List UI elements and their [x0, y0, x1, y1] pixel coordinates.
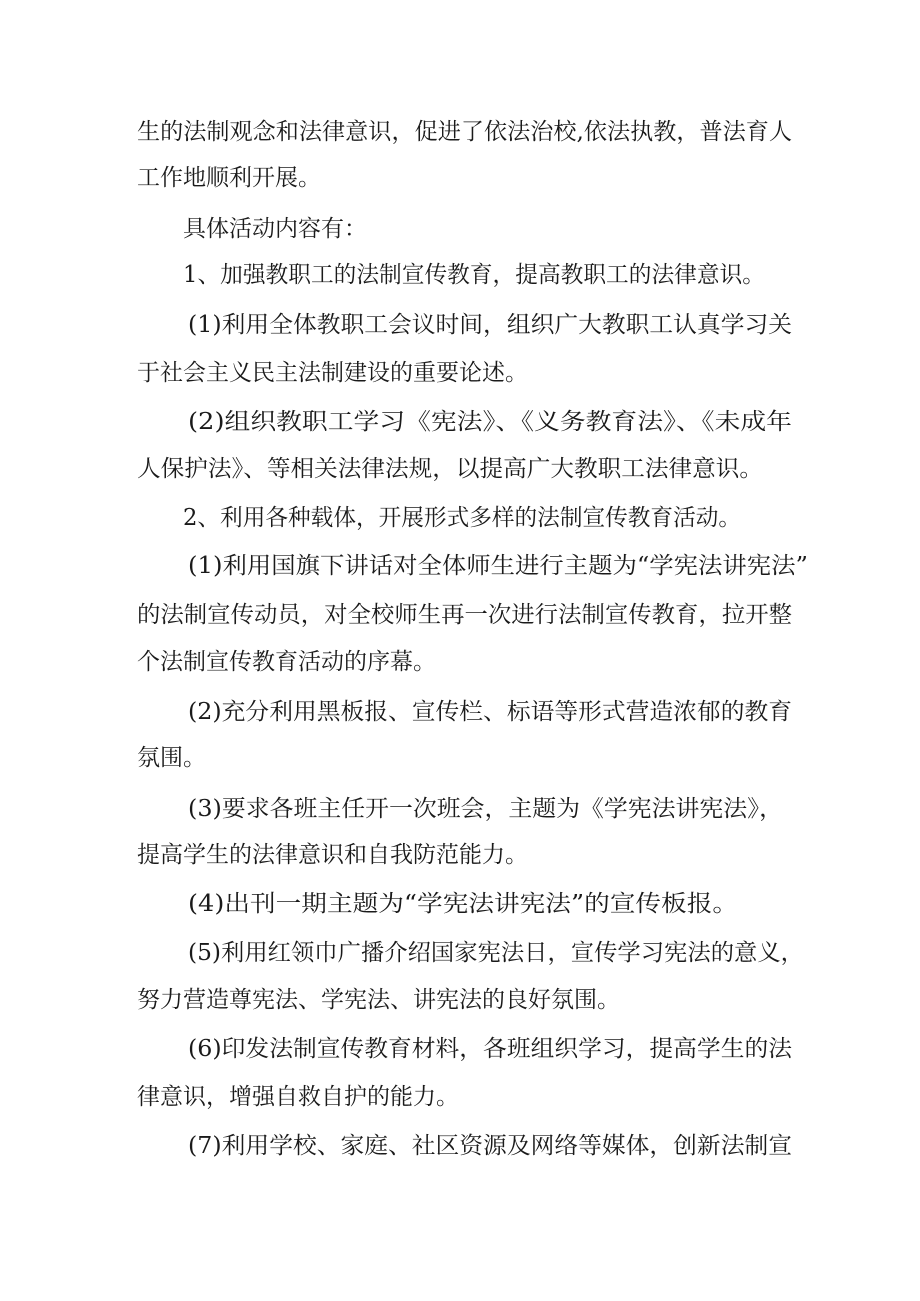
- text-line: 的法制宣传动员，对全校师生再一次进行法制宣传教育，拉开整: [137, 602, 793, 628]
- text-line: 1、加强教职工的法制宣传教育，提高教职工的法律意识。: [183, 262, 765, 288]
- text-line: (2)充分利用黑板报、宣传栏、标语等形式营造浓郁的教育: [188, 699, 793, 725]
- text-line: (1)利用全体教职工会议时间，组织广大教职工认真学习关: [188, 312, 793, 338]
- text-line: (5)利用红领巾广播介绍国家宪法日，宣传学习宪法的意义，: [188, 940, 804, 966]
- text-line: 具体活动内容有：: [183, 216, 367, 242]
- text-line: 律意识，增强自救自护的能力。: [137, 1084, 459, 1110]
- text-line: 2、利用各种载体，开展形式多样的法制宣传教育活动。: [183, 505, 742, 531]
- text-line: 于社会主义民主法制建设的重要论述。: [137, 360, 528, 386]
- text-line: (1)利用国旗下讲话对全体师生进行主题为“学宪法讲宪法”: [188, 553, 808, 579]
- text-line: 努力营造尊宪法、学宪法、讲宪法的良好氛围。: [137, 987, 620, 1013]
- text-line: (6)印发法制宣传教育材料，各班组织学习，提高学生的法: [188, 1036, 793, 1062]
- text-line: 生的法制观念和法律意识，促进了依法治校,依法执教，普法育人: [137, 119, 793, 145]
- text-line: 人保护法》、等相关法律法规，以提高广大教职工法律意识。: [137, 456, 764, 482]
- text-line: 氛围。: [137, 745, 206, 771]
- text-line: (4)出刊一期主题为“学宪法讲宪法”的宣传板报。: [188, 891, 739, 917]
- text-line: (2)组织教职工学习《宪法》、《义务教育法》、《未成年: [188, 409, 792, 435]
- text-line: (3)要求各班主任开一次班会，主题为《学宪法讲宪法》，: [188, 796, 783, 822]
- text-line: 提高学生的法律意识和自我防范能力。: [137, 842, 528, 868]
- text-line: 个法制宣传教育活动的序幕。: [137, 649, 436, 675]
- text-line: (7)利用学校、家庭、社区资源及网络等媒体，创新法制宣: [188, 1133, 793, 1159]
- text-line: 工作地顺利开展。: [137, 165, 321, 191]
